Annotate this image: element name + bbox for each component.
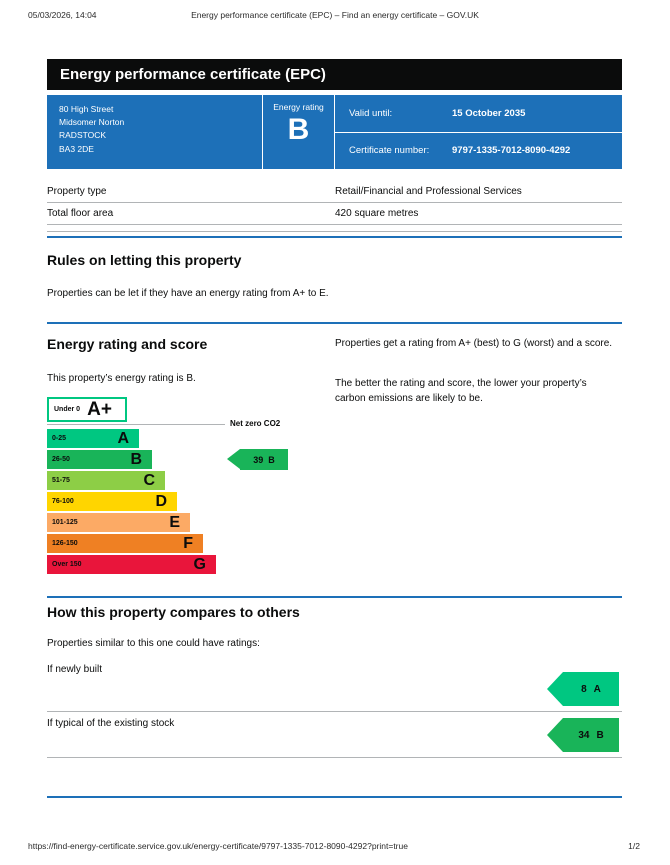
section-divider — [47, 236, 622, 238]
compare-rating-arrow — [547, 672, 619, 706]
band-range-label: 26-50 — [52, 456, 70, 463]
net-zero-label: Net zero CO2 — [230, 419, 281, 428]
rating-summary-text: This property’s energy rating is B. — [47, 373, 196, 384]
address-line-2: Midsomer Norton — [59, 117, 125, 128]
print-footer-url: https://find-energy-certificate.service.gov.uk/energy-certificate/9797-1335-7012-8090-4292?print=true — [28, 841, 408, 851]
valid-until-value: 15 October 2035 — [452, 107, 526, 119]
divider — [47, 231, 622, 232]
table-row — [47, 181, 622, 203]
valid-until-row — [335, 95, 622, 132]
print-page-title: Energy performance certificate (EPC) – Find an energy certificate – GOV.UK — [191, 10, 479, 20]
certificate-number-value: 9797-1335-7012-8090-4292 — [452, 145, 571, 157]
floor-area-label: Total floor area — [47, 208, 114, 219]
floor-area-value: 420 square metres — [335, 208, 419, 219]
certificate-details — [335, 95, 622, 169]
property-type-value: Retail/Financial and Professional Services — [335, 186, 522, 197]
valid-until-label: Valid until: — [349, 107, 393, 119]
rating-explainer-2: The better the rating and score, the lower your property’s carbon emissions are likely to be. — [335, 378, 587, 404]
arrow-left-tip-icon — [547, 672, 563, 706]
band-range-label: 101-125 — [52, 519, 78, 526]
rating-band-a — [47, 429, 139, 448]
property-type-label: Property type — [47, 186, 107, 197]
rating-band-b — [47, 450, 152, 469]
arrow-left-tip-icon — [227, 449, 240, 469]
compare-row-newly-built — [47, 658, 622, 712]
band-letter: C — [143, 471, 155, 489]
address-line-3: RADSTOCK — [59, 130, 107, 141]
band-letter: E — [169, 513, 180, 531]
property-address — [47, 95, 262, 169]
rating-band-e — [47, 513, 190, 532]
table-row — [47, 203, 622, 225]
section-divider — [47, 796, 622, 798]
band-letter: D — [155, 492, 167, 510]
section-divider — [47, 322, 622, 324]
rating-explainer-1: Properties get a rating from A+ (best) to G (worst) and a score. — [335, 338, 613, 349]
band-range-label: 126-150 — [52, 540, 78, 547]
band-range-label: 0-25 — [52, 435, 67, 442]
arrow-left-tip-icon — [547, 718, 563, 752]
compare-row-label: If newly built — [47, 664, 103, 675]
rating-band-f — [47, 534, 203, 553]
compare-section-heading: How this property compares to others — [47, 604, 300, 620]
section-divider — [47, 596, 622, 598]
property-facts-table — [47, 181, 622, 225]
compare-rating-arrow — [547, 718, 619, 752]
certificate-summary-box — [47, 95, 622, 169]
current-score-value — [240, 449, 288, 470]
energy-rating-value: B — [287, 113, 310, 146]
energy-rating-label: Energy rating — [273, 102, 324, 112]
current-band: B — [268, 454, 275, 465]
compare-band: A — [593, 683, 601, 695]
band-range-label: Under 0 — [54, 406, 81, 413]
address-line-1: 80 High Street — [59, 104, 114, 114]
certificate-title-banner — [47, 59, 622, 90]
band-letter: G — [193, 555, 206, 573]
certificate-number-row — [335, 132, 622, 170]
address-line-4: BA3 2DE — [59, 143, 94, 154]
epc-rating-chart — [47, 395, 622, 587]
compare-rating-value — [563, 718, 619, 752]
band-letter: A — [117, 429, 129, 447]
compare-rating-value — [563, 672, 619, 706]
rating-band-a-plus — [47, 397, 127, 422]
rating-band-c — [47, 471, 165, 490]
compare-score: 34 — [578, 729, 590, 741]
current-score: 39 — [253, 454, 264, 465]
band-letter: B — [130, 450, 142, 468]
compare-score: 8 — [581, 683, 587, 695]
compare-row-existing-stock — [47, 712, 622, 758]
band-letter: F — [183, 534, 193, 552]
print-date: 05/03/2026, 14:04 — [28, 10, 97, 20]
band-range-label: Over 150 — [52, 561, 82, 568]
compare-section-intro: Properties similar to this one could have ratings: — [47, 638, 260, 649]
print-footer-page-number: 1/2 — [628, 841, 640, 851]
compare-row-label: If typical of the existing stock — [47, 718, 175, 729]
rating-section-heading: Energy rating and score — [47, 336, 208, 352]
certificate-number-label: Certificate number: — [349, 145, 430, 157]
energy-rating-cell — [262, 95, 335, 169]
current-score-arrow — [227, 449, 319, 470]
rules-section-body: Properties can be let if they have an energy rating from A+ to E. — [47, 288, 329, 299]
rules-section-heading: Rules on letting this property — [47, 252, 242, 268]
net-zero-line — [47, 424, 225, 425]
band-range-label: 51-75 — [52, 477, 70, 484]
certificate-title: Energy performance certificate (EPC) — [60, 66, 326, 83]
rating-band-g — [47, 555, 216, 574]
band-range-label: 76-100 — [52, 498, 74, 505]
rating-band-d — [47, 492, 177, 511]
compare-band: B — [596, 729, 604, 741]
band-letter: A+ — [87, 398, 112, 420]
